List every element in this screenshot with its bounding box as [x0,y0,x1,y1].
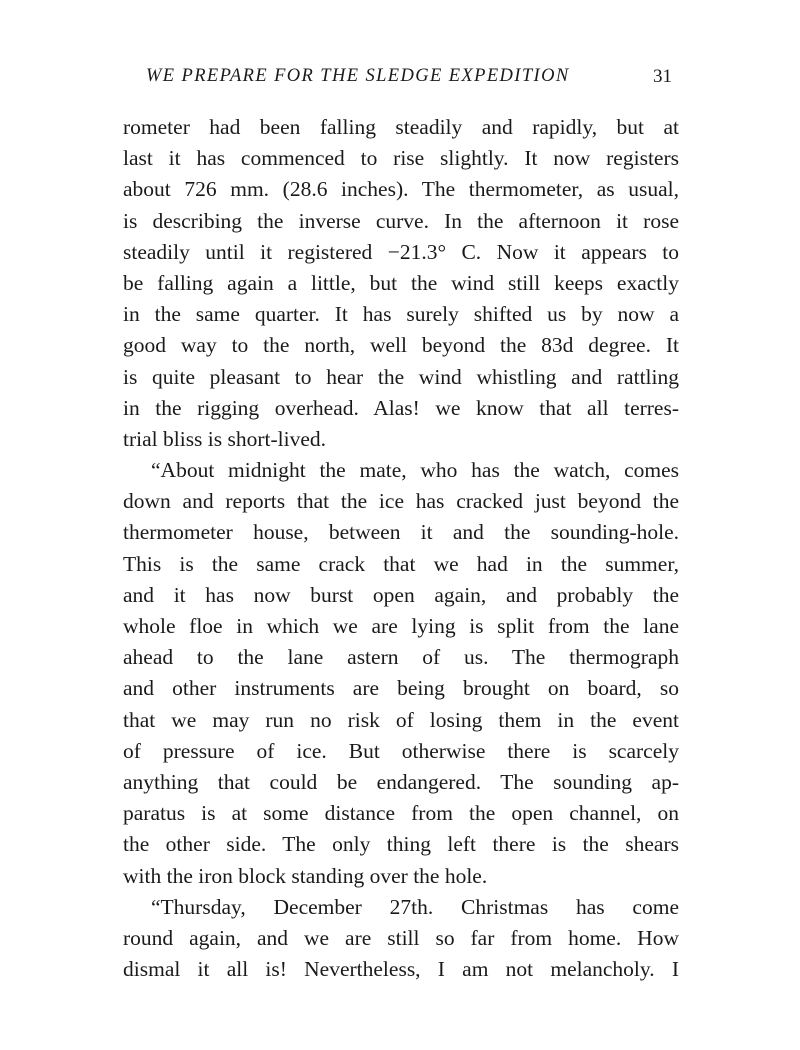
paragraph-2 [123,455,679,892]
text-line: “Thursday, December 27th. Christmas has come [151,894,679,919]
text-line: down and reports that the ice has cracked just beyond the [123,489,679,514]
page-number: 31 [653,66,672,87]
text-line: paratus is at some distance from the open channel, on [123,801,679,826]
text-line: This is the same crack that we had in the summer, [123,551,679,576]
text-line: whole floe in which we are lying is split from the lane [123,614,679,638]
text-line: anything that could be endangered. The sounding ap- [123,769,679,794]
text-line: the other side. The only thing left there is the shears [123,832,679,857]
text-line: is quite pleasant to hear the wind whistling and rattling [123,364,679,389]
text-line: ahead to the lane astern of us. The thermograph [123,645,679,670]
text-line: and it has now burst open again, and probably the [123,582,679,607]
paragraph-3 [123,892,679,986]
running-head [146,66,676,96]
text-line: and other instruments are being brought on board, so [123,676,679,701]
text-line: with the iron block standing over the hole. [123,863,488,888]
text-line: be falling again a little, but the wind still keeps exactly [123,270,679,295]
running-title: WE PREPARE FOR THE SLEDGE EXPEDITION [146,66,570,86]
text-line: last it has commenced to rise slightly. It now registers [123,146,679,171]
text-line: round again, and we are still so far from home. How [123,925,679,950]
text-line: is describing the inverse curve. In the afternoon it rose [123,208,679,233]
text-line: that we may run no risk of losing them in the event [123,707,679,732]
text-line: dismal it all is! Nevertheless, I am not melancholy. I [123,957,679,982]
text-line: trial bliss is short-lived. [123,426,327,451]
text-line: steadily until it registered −21.3° C. Now it appears to [123,239,679,264]
text-line: rometer had been falling steadily and rapidly, but at [123,115,679,139]
text-line: of pressure of ice. But otherwise there is scarcely [123,738,679,763]
text-line: in the rigging overhead. Alas! we know that all terres- [123,395,679,420]
body-text [123,112,679,985]
text-line: in the same quarter. It has surely shifted us by now a [123,302,679,327]
text-line: “About midnight the mate, who has the watch, comes [151,458,679,483]
text-line: thermometer house, between it and the sounding-hole. [123,520,679,545]
text-line: about 726 mm. (28.6 inches). The thermometer, as usual, [123,177,679,202]
text-line: good way to the north, well beyond the 83d degree. It [123,333,679,358]
paragraph-1 [123,112,679,455]
